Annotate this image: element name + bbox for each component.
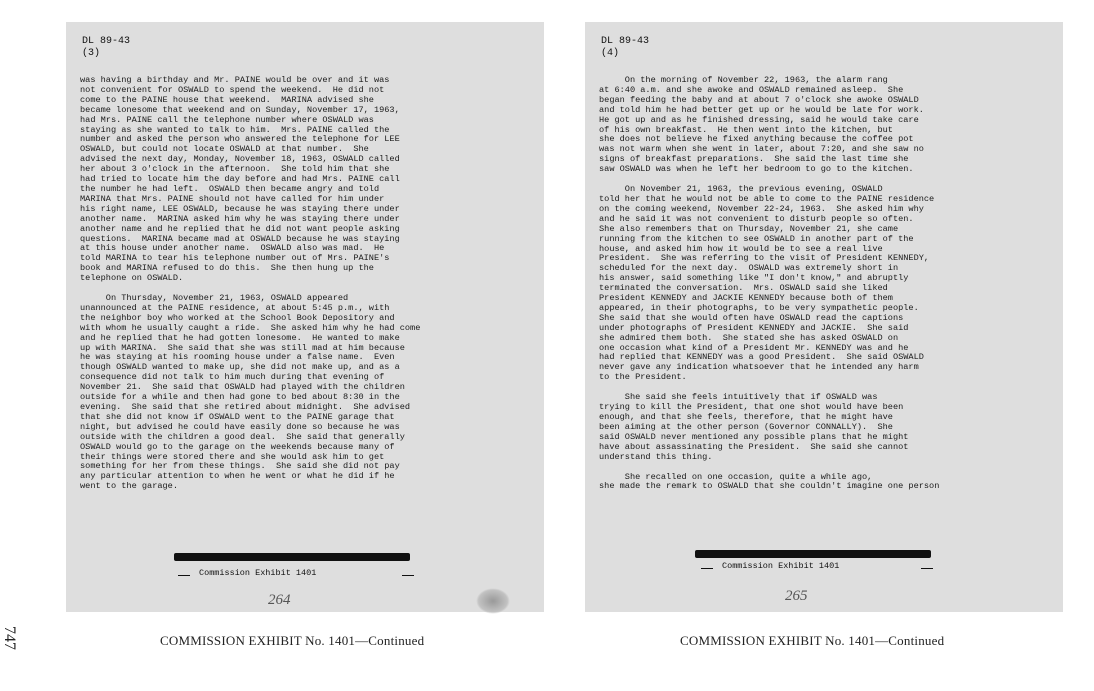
document-page-left [66,22,544,612]
stamp-mark [476,588,510,614]
exhibit-rule [178,575,190,576]
paragraph: On November 21, 1963, the previous evening, OSWALD told her that he would not be able to come to the PAINE residence on the coming weekend, November 22-24, 1963. She asked him why and he said it was not convenient to disturb people so often. She also remembers that on Thursday, November 21, she came running from the kitchen to see OSWALD in another part of the house, and asked him how it would be to see a real live President. She was referring to the visit of President KENNEDY, scheduled for the next day. OSWALD was extremely short in his answer, said something like "I don't know," and abruptly terminated the conversation. Mrs. OSWALD said she liked President KENNEDY and JACKIE KENNEDY because both of them appeared, in their photographs, to be very sympathetic people. She said that she would often have OSWALD read the captions under photographs of President KENNEDY and JACKIE. She said she admired them both. She stated she has asked OSWALD on one occasion what kind of a President Mr. KENNEDY was and he had replied that KENNEDY was a good President. She said OSWALD never gave any indication whatsoever that he intended any harm to the President. [599,184,935,383]
exhibit-label: Commission Exhibit 1401 [722,561,840,571]
exhibit-caption-right: COMMISSION EXHIBIT No. 1401—Continued [680,633,945,648]
exhibit-label: Commission Exhibit 1401 [199,568,317,578]
exhibit-caption-left: COMMISSION EXHIBIT No. 1401—Continued [160,633,425,648]
file-number: DL 89-43 (4) [601,36,650,59]
file-number: DL 89-43 (3) [82,36,131,59]
page-body [599,76,1059,502]
redaction-bar [695,550,931,558]
exhibit-rule [402,575,414,576]
paragraph: On the morning of November 22, 1963, the alarm rang at 6:40 a.m. and she awoke and OSWALD remained asleep. She began feeding the baby and at about 7 o'clock she awoke OSWALD and told him he had better get up or he would be late for work. He got up and as he finished dressing, said he would take care of his own breakfast. He then went into the kitchen, but she does not believe he fixed anything because the coffee pot was not warm when she went in later, about 7:20, and she saw no signs of breakfast preparations. She said the last time she saw OSWALD was when he left her bedroom to go to the kitchen. [599,75,924,175]
page-body [80,76,540,502]
handwritten-page-number: 265 [785,588,808,604]
paragraph: On Thursday, November 21, 1963, OSWALD appeared unannounced at the PAINE residence, at about 5:45 p.m., with the neighbor boy who worked at the School Book Depository and with whom he usually caught a ride. She asked him why he had come and he replied that he had gotten lonesome. He wanted to make up with MARINA. She said that she was still mad at him because he was staying at his rooming house under a false name. Even though OSWALD wanted to make up, she did not make up, and as a consequence did not talk to him much during that evening of November 21. She said that OSWALD had played with the children outside for a while and then had gone to bed about 8:30 in the evening. She said that she retired about midnight. She advised that she did not know if OSWALD went to the PAINE garage that night, but advised he could have easily done so because he was outside with the children a good deal. She said that generally OSWALD would go to the garage on the weekends because many of their things were stored there and she would ask him to get something for her from these things. She said she did not pay any particular attention to when he went or what he did if he went to the garage. [80,293,421,492]
paragraph: was having a birthday and Mr. PAINE would be over and it was not convenient for OSWALD to spend the weekend. He did not come to the PAINE house that weekend. MARINA advised she became lonesome that weekend and on Sunday, November 17, 1963, had Mrs. PAINE call the telephone number where OSWALD was staying as she wanted to talk to him. Mrs. PAINE called the number and asked the person who answered the telephone for LEE OSWALD, but could not locate OSWALD at that number. She advised the next day, Monday, November 18, 1963, OSWALD called her about 3 o'clock in the afternoon. She told him that she had tried to locate him the day before and had Mrs. PAINE call the number he had left. OSWALD then became angry and told MARINA that Mrs. PAINE should not have called for him under his right name, LEE OSWALD, because he was staying there under another name. MARINA asked him why he was staying there under another name and he replied that he did not want people asking questions. MARINA became mad at OSWALD because he was staying at this house under another name. OSWALD also was mad. He told MARINA to tear his telephone number out of Mrs. PAINE's book and MARINA refused to do this. She then hung up the telephone on OSWALD. [80,75,400,284]
document-page-right [585,22,1063,612]
exhibit-rule [701,568,713,569]
handwritten-page-number: 264 [268,592,291,608]
paragraph: She recalled on one occasion, quite a while ago, she made the remark to OSWALD that she couldn't imagine one person [599,471,940,492]
exhibit-rule [921,568,933,569]
volume-page-number: 747 [1,626,18,650]
paragraph: She said she feels intuitively that if OSWALD was trying to kill the President, that one shot would have been enough, and that she feels, therefore, that he might have been aiming at the other person (Governor CONNALLY). She said OSWALD never mentioned any possible plans that he might have about assassinating the President. She said she cannot understand this thing. [599,392,909,462]
redaction-bar [174,553,410,561]
